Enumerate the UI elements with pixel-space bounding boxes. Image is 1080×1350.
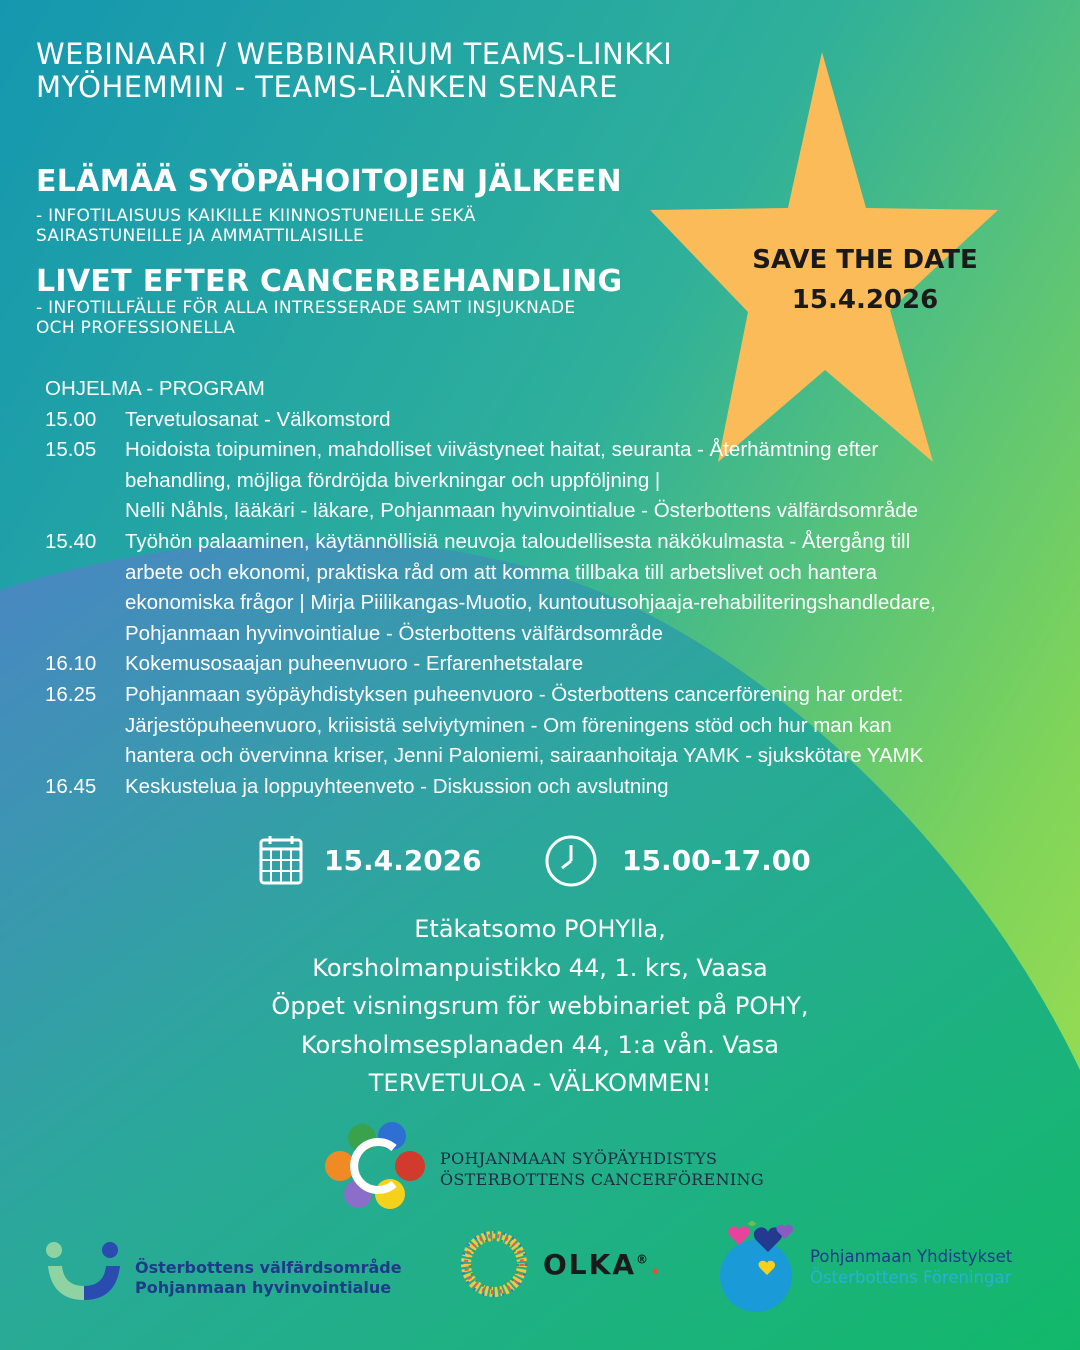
olka-label: OLKA [543, 1248, 637, 1281]
program-time: 15.05 [45, 438, 97, 462]
swedish-subtitle [36, 298, 716, 338]
welfare-area-name-sv: Österbottens välfärdsområde [135, 1258, 402, 1277]
program-line: Pohjanmaan hyvinvointialue - Österbottens välfärdsområde [125, 621, 663, 645]
webinar-heading-line1: WEBINAARI / WEBBINARIUM TEAMS-LINKKI [36, 37, 673, 71]
location-line: Etäkatsomo POHYlla, [414, 915, 666, 943]
program-line: Tervetulosanat - Välkomstord [125, 407, 391, 431]
welcome-text: TERVETULOA - VÄLKOMMEN! [368, 1069, 712, 1097]
program-description [125, 527, 1035, 649]
program-description [125, 435, 1035, 527]
program-line: arbete och ekonomi, praktiska råd om att komma tillbaka till arbetslivet och hantera [125, 560, 878, 584]
olka-ring-logo [458, 1228, 530, 1300]
clock-icon [544, 834, 598, 888]
cancer-society-name-sv: ÖSTERBOTTENS CANCERFÖRENING [440, 1170, 764, 1189]
program-item [45, 680, 1035, 772]
program-time: 16.25 [45, 682, 97, 706]
program-time: 15.40 [45, 529, 97, 553]
program-item [45, 772, 1035, 803]
welfare-area-logo [44, 1240, 124, 1304]
location-line: Korsholmsesplanaden 44, 1:a vån. Vasa [300, 1030, 780, 1059]
program-time: 15.00 [45, 407, 97, 431]
location [0, 910, 1080, 1103]
finnish-subtitle-line2: SAIRASTUNEILLE JA AMMATTILAISILLE [36, 226, 365, 246]
swedish-subtitle-line2: OCH PROFESSIONELLA [36, 318, 236, 338]
save-the-date-label: SAVE THE DATE [752, 245, 978, 275]
swedish-title: LIVET EFTER CANCERBEHANDLING [36, 264, 623, 299]
program-time: 16.45 [45, 774, 97, 798]
program-line: Pohjanmaan syöpäyhdistyksen puheenvuoro - Österbottens cancerförening har ordet: [125, 682, 904, 706]
finnish-subtitle-line1: - INFOTILAISUUS KAIKILLE KIINNOSTUNEILLE SEKÄ [36, 206, 476, 226]
associations-name [810, 1246, 1012, 1288]
program-description [125, 649, 1035, 680]
finnish-subtitle [36, 206, 716, 246]
program-item [45, 405, 1035, 436]
program-line: Työhön palaaminen, käytännöllisiä neuvoja taloudellisesta näkökulmasta - Återgång till [125, 529, 911, 553]
location-line: Öppet visningsrum för webbinariet på POHY, [271, 992, 809, 1020]
cancer-society-name-fi: POHJANMAAN SYÖPÄYHDISTYS [440, 1149, 718, 1168]
finnish-title: ELÄMÄÄ SYÖPÄHOITOJEN JÄLKEEN [36, 164, 622, 199]
webinar-heading-line2: MYÖHEMMIN - TEAMS-LÄNKEN SENARE [36, 70, 618, 104]
cancer-society-logo [324, 1120, 434, 1212]
associations-name-fi: Pohjanmaan Yhdistykset [810, 1247, 1013, 1266]
welfare-area-name-fi: Pohjanmaan hyvinvointialue [135, 1278, 392, 1297]
program-line: hantera och övervinna kriser, Jenni Paloniemi, sairaanhoitaja YAMK - sjukskötare YAMK [125, 744, 924, 768]
program-line: Kokemusosaajan puheenvuoro - Erfarenhetstalare [125, 652, 584, 676]
program-description [125, 405, 1035, 436]
calendar-icon [258, 834, 304, 886]
location-line: Korsholmanpuistikko 44, 1. krs, Vaasa [312, 953, 768, 982]
save-the-date [730, 240, 1000, 320]
cancer-society-name [440, 1148, 764, 1190]
program-line: Nelli Nåhls, lääkäri - läkare, Pohjanmaan hyvinvointialue - Österbottens välfärdsområde [125, 499, 919, 523]
welfare-area-name [135, 1258, 402, 1298]
program-line: behandling, möjliga fördröjda biverkningar och uppföljning | [125, 468, 661, 492]
swedish-subtitle-line1: - INFOTILLFÄLLE FÖR ALLA INTRESSERADE SAMT INSJUKNADE [36, 298, 576, 318]
program-line: Keskustelua ja loppuyhteenveto - Diskussion och avslutning [125, 774, 669, 798]
program-item [45, 649, 1035, 680]
event-date: 15.4.2026 [324, 844, 482, 877]
program-line: ekonomiska frågor | Mirja Piilikangas-Muotio, kuntoutusohjaaja-rehabiliteringshandledare, [125, 591, 936, 615]
save-the-date-date: 15.4.2026 [791, 285, 939, 315]
program-item [45, 527, 1035, 649]
program-description [125, 680, 1035, 772]
associations-name-sv: Österbottens Föreningar [810, 1268, 1012, 1287]
program-time: 16.10 [45, 652, 97, 676]
associations-logo [716, 1218, 802, 1314]
program-title: OHJELMA - PROGRAM [45, 377, 265, 400]
olka-logo-text: OLKA®. [543, 1248, 663, 1281]
event-info [0, 834, 1080, 890]
program-line: Hoidoista toipuminen, mahdolliset viivästyneet haitat, seuranta - Återhämtning efter [125, 438, 879, 462]
program-item [45, 435, 1035, 527]
event-time: 15.00-17.00 [622, 844, 811, 877]
program-description [125, 772, 1035, 803]
program [45, 374, 1035, 802]
program-line: Järjestöpuheenvuoro, kriisistä selviytyminen - Om föreningens stöd och hur man kan [125, 713, 892, 737]
